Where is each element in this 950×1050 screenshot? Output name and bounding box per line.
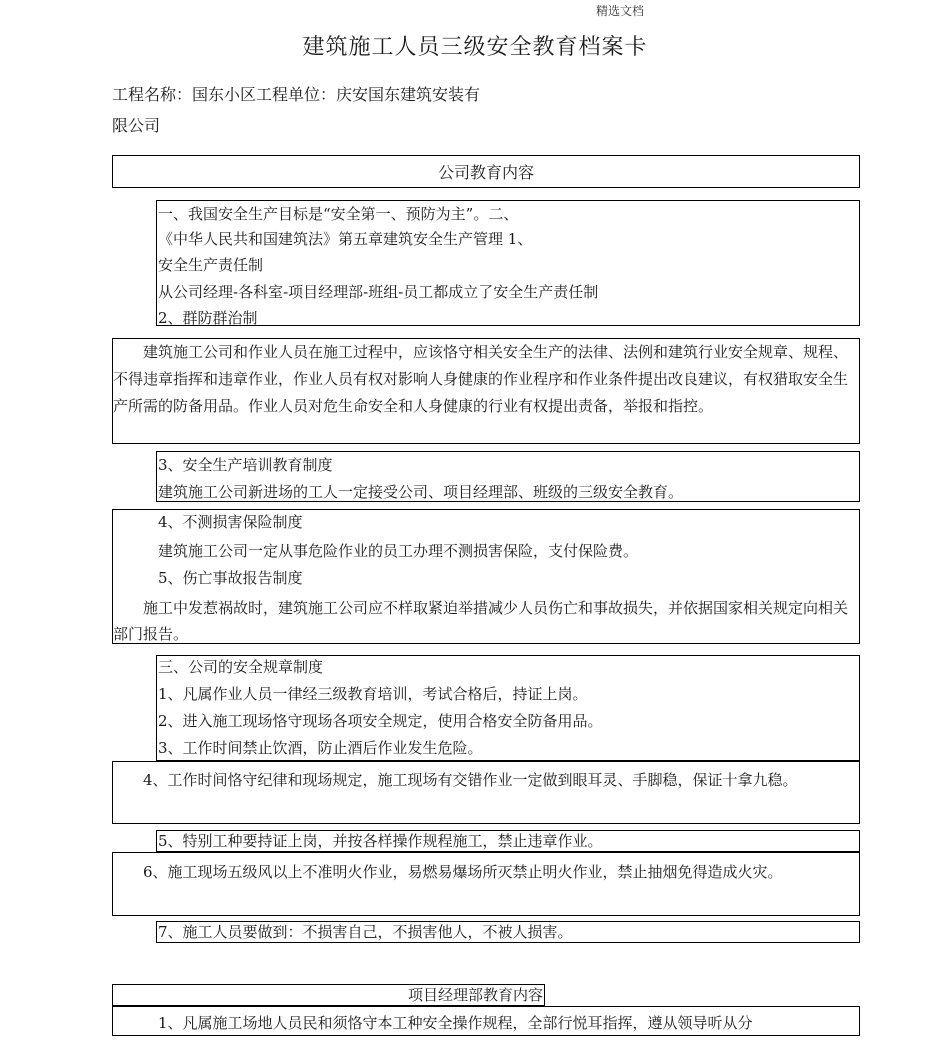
rule6-text: 6、施工现场五级风以上不准明火作业，易燃易爆场所灭禁止明火作业，禁止抽烟免得造成火灾。 [143,863,783,881]
rules-line-0: 三、公司的安全规章制度 [158,658,324,676]
rules-line-3: 3、工作时间禁止饮酒，防止酒后作业发生危险。 [158,739,483,757]
header-note: 精选文档 [596,4,645,18]
rule7-text: 7、施工人员要做到：不损害自己，不损害他人，不被人损害。 [158,923,573,941]
block4-text: 建筑施工公司一定从事危险作业的员工办理不测损害保险，支付保险费。 [158,542,639,560]
rules-line-1: 1、凡属作业人员一律经三级教育培训，考试合格后，持证上岗。 [158,685,588,703]
block1-line-5: 2、群防群治制 [158,309,258,327]
block5-text: 施工中发惹祸故时，建筑施工公司应不样取紧迫举措减少人员伤亡和事故损失，并依据国家相关规定向相关部门报告。 [113,599,849,643]
block1-line-3: 安全生产责任制 [158,256,264,274]
project-info-line2: 限公司 [112,116,161,135]
company-heading: 公司教育内容 [437,163,534,182]
company-para-1: 建筑施工公司和作业人员在施工过程中，应该恪守相关安全生产的法律、法例和建筑行业安全规章、规程、不得违章指挥和违章作业，作业人员有权对影响人身健康的作业程序和作业条件提出改良建议，有权猎取安全生产所需的防备用品。作业人员对危生命安全和人身健康的行业有权提出责备，举报和指控。 [113,343,849,415]
block3-line-1: 3、安全生产培训教育制度 [158,456,333,474]
block3-line-2: 建筑施工公司新进场的工人一定接受公司、项目经理部、班级的三级安全教育。 [158,483,684,501]
rules-line-2: 2、进入施工现场恪守现场各项安全规定，使用合格安全防备用品。 [158,712,603,730]
project-item1-text: 1、凡属施工场地人员民和须恪守本工种安全操作规程，全部行悦耳指挥，遵从领导听从分 [158,1014,753,1032]
company-heading-box [112,155,860,188]
project-heading: 项目经理部教育内容 [407,986,543,1004]
block1-line-4: 从公司经理-各科室-项目经理部-班组-员工都成立了安全生产责任制 [158,283,599,301]
block5-title: 5、伤亡事故报告制度 [158,569,303,587]
block1-line-2: 《中华人民共和国建筑法》第五章建筑安全生产管理 1、 [158,230,533,248]
block4-title: 4、不测损害保险制度 [158,513,303,531]
rule5-text: 5、特别工种要持证上岗，并按各样操作规程施工，禁止违章作业。 [158,832,603,850]
page-title: 建筑施工人员三级安全教育档案卡 [302,35,648,60]
project-info-line1: 工程名称：国东小区工程单位：庆安国东建筑安装有 [112,85,481,104]
block1-line-1: 一、我国安全生产目标是“安全第一、预防为主”。二、 [158,205,519,223]
rule4-text: 4、工作时间恪守纪律和现场规定，施工现场有交错作业一定做到眼耳灵、手脚稳，保证十拿九稳。 [143,771,798,789]
project-heading-box [112,984,545,1006]
